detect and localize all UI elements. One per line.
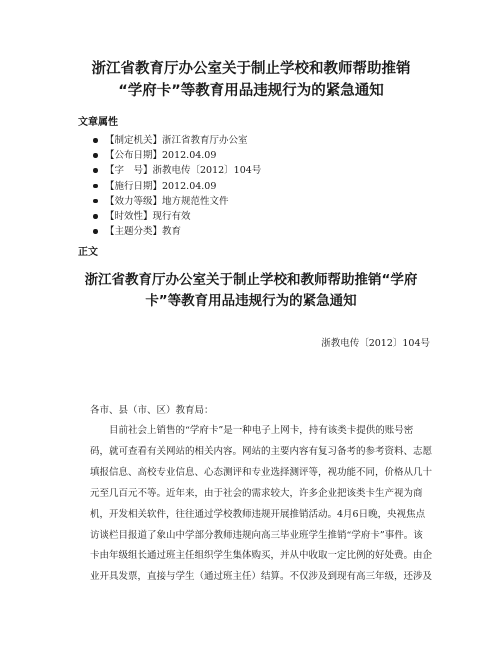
- bullet-icon: [93, 214, 98, 219]
- document-number: 浙教电传〔2012〕104号: [321, 338, 430, 349]
- attribute-text: 【字 号】浙教电传〔2012〕104号: [105, 165, 262, 177]
- bullet-icon: [93, 184, 98, 189]
- attribute-text: 【公布日期】2012.04.09: [105, 150, 217, 162]
- attribute-text: 【制定机关】浙江省教育厅办公室: [105, 135, 248, 146]
- bullet-icon: [93, 138, 98, 143]
- attribute-text: 【主题分类】教育: [105, 226, 182, 238]
- bullet-icon: [93, 153, 98, 158]
- attribute-item-validity: [93, 209, 261, 224]
- body-title-line: 浙江省教育厅办公室关于制止学校和教师帮助推销“学府: [84, 272, 418, 288]
- attribute-item-doc-number: [93, 163, 261, 178]
- paragraph-line: 码，就可查看有关网站的相关内容。网站的主要内容有复习备考的参考资料、志愿: [90, 445, 433, 457]
- document-title: [60, 58, 442, 102]
- document-title-line: 浙江省教育厅办公室关于制止学校和教师帮助推销: [91, 61, 411, 77]
- addressee: 各市、县（市、区）教育局：: [90, 405, 214, 416]
- paragraph-line: 业开具发票，直接与学生（通过班主任）结算。不仅涉及到现有高三年级，还涉及: [90, 571, 433, 583]
- body-title-line: 卡”等教育用品违规行为的紧急通知: [145, 293, 357, 309]
- paragraph-line: 卡由年级组长通过班主任组织学生集体购买，并从中收取一定比例的好处费。由企: [90, 550, 433, 562]
- attribute-text: 【施行日期】2012.04.09: [105, 180, 217, 192]
- attribute-item-effective-date: [93, 179, 261, 194]
- attribute-text: 【效力等级】地方规范性文件: [105, 195, 229, 207]
- bullet-icon: [93, 199, 98, 204]
- bullet-icon: [93, 229, 98, 234]
- attribute-text: 【时效性】现行有效: [105, 211, 191, 223]
- bullet-icon: [93, 168, 98, 173]
- attribute-item-level: [93, 194, 261, 209]
- body-title: [70, 270, 432, 312]
- body-paragraph: [90, 421, 433, 588]
- paragraph-line: 目前社会上销售的“学府卡”是一种电子上网卡，持有该类卡提供的账号密: [90, 425, 414, 436]
- attribute-item-issuer: [93, 133, 261, 148]
- paragraph-line: 机，开发相关软件，往往通过学校教师违规开展推销活动。4月6日晚，央视焦点: [90, 508, 426, 520]
- document-title-line: “学府卡”等教育用品违规行为的紧急通知: [118, 83, 384, 99]
- paragraph-line: 元至几百元不等。近年来，由于社会的需求较大，许多企业把该类卡生产视为商: [90, 487, 423, 499]
- attributes-heading: 文章属性: [78, 117, 118, 128]
- attribute-item-category: [93, 224, 261, 239]
- attributes-list: [93, 133, 261, 239]
- body-heading: 正文: [78, 247, 98, 258]
- paragraph-line: 访谈栏目报道了象山中学部分教师违规向高三毕业班学生推销“学府卡”事件。该: [90, 529, 423, 541]
- attribute-item-publish-date: [93, 148, 261, 163]
- paragraph-line: 填报信息、高校专业信息、心态测评和专业选择测评等，视功能不同，价格从几十: [90, 466, 433, 478]
